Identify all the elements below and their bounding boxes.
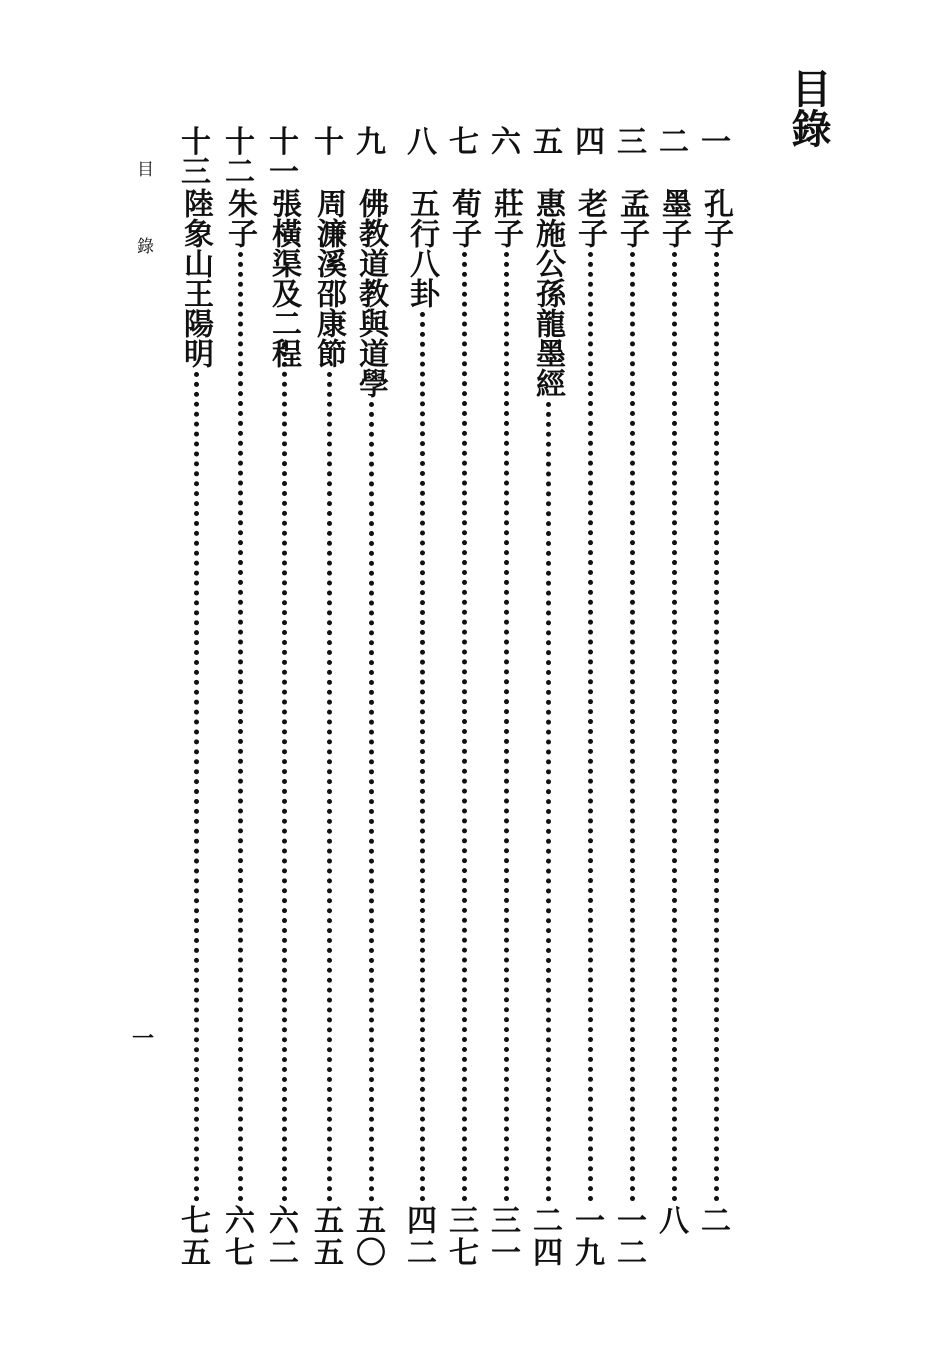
entry-number: 八 [407, 125, 437, 160]
dotted-leader [672, 252, 682, 1202]
entry-title: 孟子 [614, 188, 649, 248]
entry-page: 一 二 [617, 1204, 647, 1271]
page-title: 目錄 [785, 68, 832, 148]
entry-number: 五 [533, 125, 563, 160]
running-head: 目錄 [133, 160, 153, 314]
entry-page: 五 五 [314, 1204, 344, 1271]
entry-title: 朱子 [222, 188, 257, 248]
entry-page: 八 [659, 1204, 689, 1239]
dotted-leader [546, 402, 556, 1202]
entry-title: 孔子 [698, 188, 733, 248]
dotted-leader [194, 372, 204, 1202]
entry-title: 周濂溪邵康節 [311, 188, 346, 368]
entry-page: 六 二 [269, 1204, 299, 1271]
entry-page: 三 一 [491, 1204, 521, 1271]
dotted-leader [504, 252, 514, 1202]
dotted-leader [238, 252, 248, 1202]
entry-number: 十 三 [181, 125, 211, 190]
entry-title: 老子 [572, 188, 607, 248]
entry-page: 二 [701, 1204, 731, 1239]
entry-number: 六 [491, 125, 521, 160]
entry-page: 四 二 [407, 1204, 437, 1271]
entry-number: 十 [314, 125, 344, 160]
entry-title: 墨子 [656, 188, 691, 248]
dotted-leader [369, 402, 379, 1202]
entry-title: 五行八卦 [404, 188, 439, 308]
dotted-leader [282, 342, 292, 1202]
dotted-leader [630, 252, 640, 1202]
entry-number: 十 二 [225, 125, 255, 190]
entry-number: 十 一 [269, 125, 299, 190]
entry-number: 三 [617, 125, 647, 160]
entry-page: 六 七 [225, 1204, 255, 1271]
entry-page: 二 四 [533, 1204, 563, 1271]
dotted-leader [714, 252, 724, 1202]
entry-number: 四 [575, 125, 605, 160]
entry-number: 七 [449, 125, 479, 160]
entry-title: 惠施公孫龍墨經 [530, 188, 565, 398]
dotted-leader [420, 312, 430, 1202]
page-number: 一 [132, 1026, 155, 1052]
entry-page: 七 五 [181, 1204, 211, 1271]
entry-title: 陸象山王陽明 [178, 188, 213, 368]
entry-title: 莊子 [488, 188, 523, 248]
entry-page: 一 九 [575, 1204, 605, 1271]
entry-title: 佛教道教與道學 [353, 188, 388, 398]
dotted-leader [588, 252, 598, 1202]
entry-page: 三 七 [449, 1204, 479, 1271]
dotted-leader [462, 252, 472, 1202]
entry-page: 五 〇 [356, 1204, 386, 1271]
entry-title: 張橫渠及二程 [266, 188, 301, 368]
dotted-leader [327, 372, 337, 1202]
entry-number: 二 [659, 125, 689, 160]
entry-number: 一 [701, 125, 731, 160]
entry-number: 九 [356, 125, 386, 160]
entry-title: 荀子 [446, 188, 481, 248]
